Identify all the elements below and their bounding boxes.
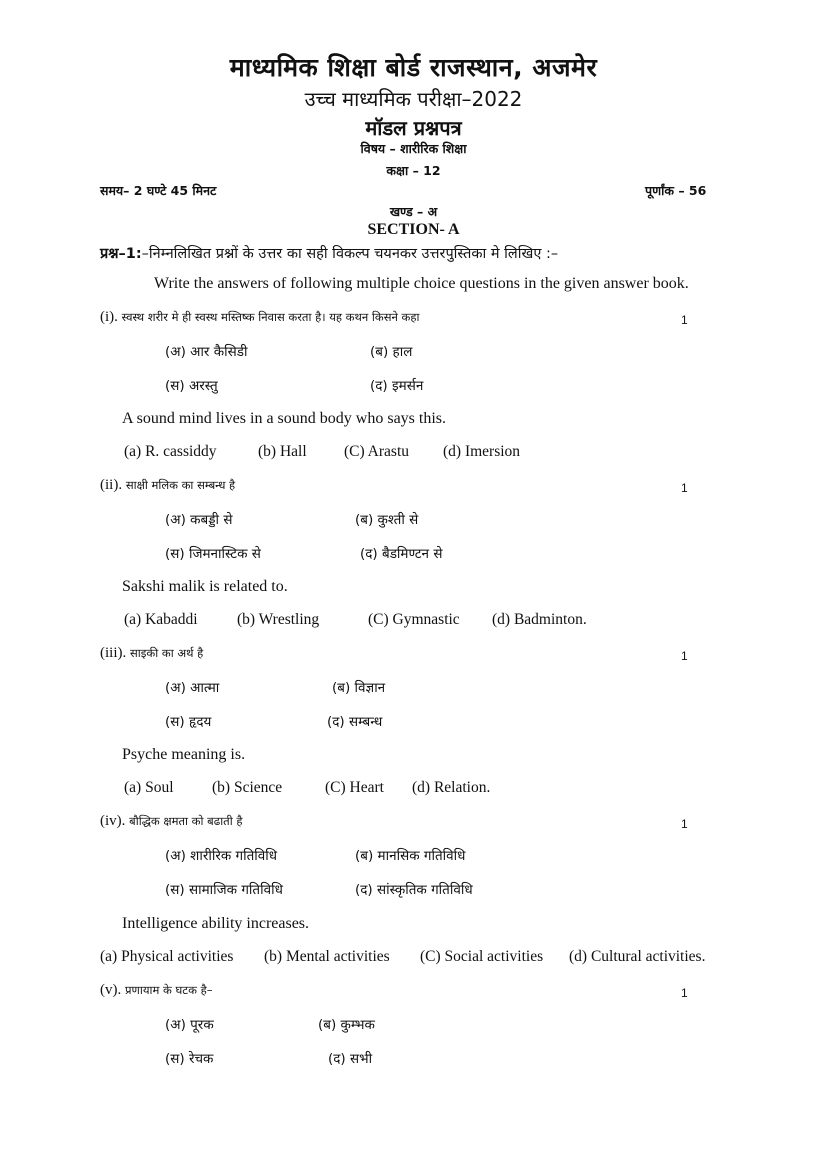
instruction-english: Write the answers of following multiple choice questions in the given answer book.: [154, 275, 689, 292]
option-hindi-b: (ब) कुश्ती से: [355, 512, 419, 528]
subject: विषय – शारीरिक शिक्षा: [360, 141, 467, 156]
option-hindi-a: (अ) पूरक: [165, 1017, 214, 1033]
instruction-text-hindi: –निम्नलिखित प्रश्नों के उत्तर का सही विकल्प चयनकर उत्तरपुस्तिका मे लिखिए :–: [141, 246, 559, 262]
paper-type: मॉडल प्रश्नपत्र: [365, 116, 462, 140]
question-marks: 1: [681, 481, 688, 495]
option-english-d: (d) Cultural activities.: [569, 948, 706, 965]
question-5: [100, 982, 212, 999]
option-english-b: (b) Mental activities: [264, 948, 390, 965]
question-marks: 1: [681, 986, 688, 1000]
option-hindi-d: (द) सभी: [328, 1051, 373, 1067]
option-english-c: (C) Arastu: [344, 443, 410, 460]
question-text-english: Psyche meaning is.: [122, 746, 246, 763]
question-number: (iii).: [100, 645, 127, 661]
option-hindi-a: (अ) कबड्डी से: [165, 512, 233, 528]
option-hindi-a: (अ) आत्मा: [165, 680, 220, 696]
option-hindi-d: (द) सम्बन्ध: [327, 714, 383, 730]
option-english-a: (a) Physical activities: [100, 948, 234, 965]
option-english-c: (C) Heart: [325, 779, 384, 796]
option-hindi-b: (ब) हाल: [370, 344, 413, 360]
question-text-english: Intelligence ability increases.: [122, 915, 310, 932]
option-english-c: (C) Gymnastic: [368, 611, 460, 628]
exam-title: उच्च माध्यमिक परीक्षा–2022: [304, 87, 523, 111]
option-hindi-d: (द) इमर्सन: [370, 378, 424, 394]
time-allowed: समय– 2 घण्टे 45 मिनट: [100, 183, 217, 198]
question-text-hindi: साइकी का अर्थ है: [130, 646, 204, 660]
section-title-english: SECTION- A: [367, 221, 460, 238]
option-hindi-d: (द) बैडमिण्टन से: [360, 546, 443, 562]
option-hindi-b: (ब) कुम्भक: [318, 1017, 375, 1033]
section-title-hindi: खण्ड – अ: [389, 204, 438, 219]
option-english-b: (b) Hall: [258, 443, 307, 460]
question-label: प्रश्न–1:: [100, 246, 142, 262]
option-hindi-c: (स) सामाजिक गतिविधि: [165, 882, 283, 898]
instruction-hindi: [100, 243, 558, 263]
question-2: [100, 477, 235, 494]
option-english-b: (b) Science: [212, 779, 283, 796]
option-english-a: (a) Kabaddi: [124, 611, 198, 628]
option-hindi-a: (अ) आर कैसिडी: [165, 344, 248, 360]
class-label: कक्षा – 12: [386, 163, 441, 178]
option-hindi-c: (स) हृदय: [165, 714, 212, 730]
option-hindi-a: (अ) शारीरिक गतिविधि: [165, 848, 278, 864]
option-english-b: (b) Wrestling: [237, 611, 320, 628]
option-hindi-c: (स) रेचक: [165, 1051, 214, 1067]
board-title: माध्यमिक शिक्षा बोर्ड राजस्थान, अजमेर: [229, 53, 598, 82]
option-hindi-c: (स) अरस्तु: [165, 378, 218, 394]
question-marks: 1: [681, 649, 688, 663]
question-text-hindi: साक्षी मलिक का सम्बन्ध है: [125, 478, 236, 492]
option-english-a: (a) R. cassiddy: [124, 443, 217, 460]
question-text-hindi: स्वस्थ शरीर मे ही स्वस्थ मस्तिष्क निवास करता है। यह कथन किसने कहा: [121, 310, 420, 324]
question-text-english: Sakshi malik is related to.: [122, 578, 288, 595]
question-text-hindi: बौद्धिक क्षमता को बढाती है: [129, 814, 243, 828]
question-text-english: A sound mind lives in a sound body who says this.: [122, 410, 447, 427]
option-english-d: (d) Imersion: [443, 443, 521, 460]
question-marks: 1: [681, 817, 688, 831]
question-number: (iv).: [100, 813, 126, 829]
question-3: [100, 645, 203, 662]
option-hindi-b: (ब) विज्ञान: [332, 680, 386, 696]
question-number: (i).: [100, 309, 118, 325]
option-english-a: (a) Soul: [124, 779, 174, 796]
option-english-d: (d) Relation.: [412, 779, 491, 796]
option-english-c: (C) Social activities: [420, 948, 544, 965]
option-hindi-b: (ब) मानसिक गतिविधि: [355, 848, 466, 864]
option-english-d: (d) Badminton.: [492, 611, 587, 628]
question-4: [100, 813, 242, 830]
question-marks: 1: [681, 313, 688, 327]
question-number: (ii).: [100, 477, 123, 493]
question-text-hindi: प्रणायाम के घटक है–: [125, 983, 213, 997]
question-1: [100, 309, 419, 326]
max-marks: पूर्णांक – 56: [645, 183, 707, 198]
option-hindi-d: (द) सांस्कृतिक गतिविधि: [355, 882, 473, 898]
option-hindi-c: (स) जिमनास्टिक से: [165, 546, 261, 562]
question-number: (v).: [100, 982, 122, 998]
